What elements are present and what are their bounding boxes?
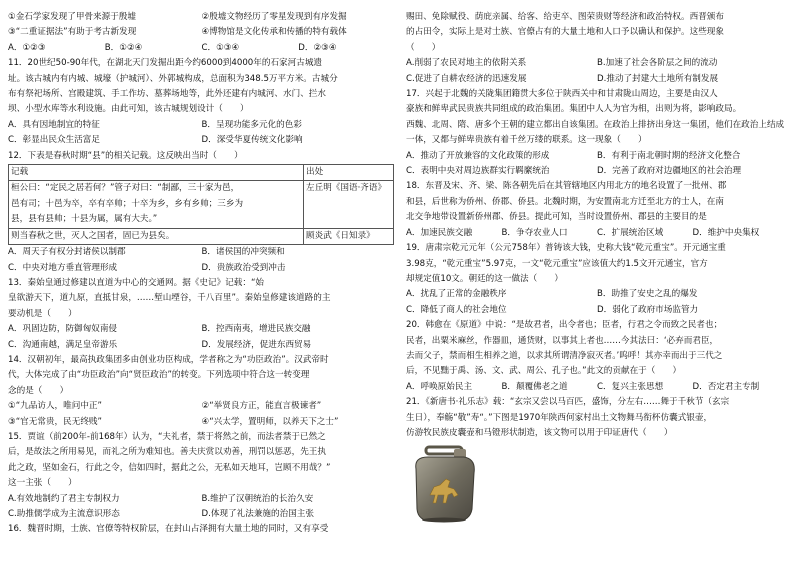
q16-text: 赐田、免除赋役、荫庇亲属、给客、给吏卒、图荣贵财等经济和政治特权。西晋颁布 (406, 12, 724, 22)
q18-text: 和县，后世称为侨州、侨郡、侨县。北魏时期，为安置南北方迁至北方的士人，在南 (406, 196, 724, 207)
flask-base (422, 518, 466, 523)
option: C．彰显出民众生活富足 (8, 135, 100, 146)
option: C．中央对地方垂直管理形成 (8, 262, 118, 273)
q11-text: 布有祭祀场所、宫殿建筑、手工作坊、墓葬场地等，此外还建有内城河、水门、拦水 (8, 89, 326, 100)
option: D．完善了政府对边疆地区的社会治理 (597, 166, 742, 177)
q11-text: 11．20世纪50-90年代，在湖北天门发掘出距今约6000到4000年的石家河古城遗 (8, 58, 323, 69)
table-cell (9, 181, 304, 228)
q12-text: 12．下表是春秋时期“县”的相关记载。这反映出当时（ ） (8, 150, 243, 161)
left-column (8, 10, 395, 538)
q12-options-row-2 (8, 261, 395, 276)
option: A．呼唤原始民主 (406, 381, 473, 392)
q14-options-row-2 (8, 415, 395, 430)
q11-options-row-1 (8, 118, 395, 133)
q15-text: 15．贾谊（前200年-前168年）认为，“夫礼者，禁于将然之前，而法者禁于已然之 (8, 431, 326, 442)
q19-options-row-1 (406, 287, 788, 302)
q16-text: （ ） (406, 42, 441, 53)
q15-options-row-1 (8, 492, 395, 507)
q20-text: 民者，出粟米麻丝，作器皿，通货财，以事其上者也……今其法曰：‘必弃而君臣， (406, 335, 719, 346)
option: B.加速了社会各阶层之间的流动 (597, 58, 718, 69)
option: B．诸侯国的冲突频和 (201, 247, 285, 258)
option: B．颠覆佛老之道 (501, 381, 568, 392)
option: D．深受华夏传统文化影响 (201, 135, 303, 146)
option: A．扰乱了正常的金融秩序 (406, 289, 507, 300)
q12-records-table (8, 164, 394, 245)
right-column (406, 10, 788, 517)
q11-text: 址。该古城内有内城、城壕（护城河）、外郭城构成，总面积为348.5万平方米。古城分 (8, 73, 338, 84)
option: A．①②③ (8, 42, 46, 53)
table-row (9, 228, 394, 244)
option: C．复兴主张思想 (597, 381, 664, 392)
q17-text: 豪族和鲜卑武民贵族共同组成的政治集团。集团中人人为官为相，出则为将，影响政局。 (406, 104, 742, 115)
q18-text: 北交争地带设置新侨州郡、侨县。提此可知，当时设置侨州、郡县的主要目的是 (406, 212, 707, 223)
option: A．巩固边防，防御匈奴南侵 (8, 324, 118, 335)
option: ②“举贤良方正，能直言极谏者” (201, 401, 322, 412)
option: B.维护了汉朝统治的长治久安 (201, 493, 314, 504)
table-header-cell: 记载 (9, 165, 304, 181)
q19-options-row-2 (406, 303, 788, 318)
q16-options-row-1 (406, 56, 788, 71)
record-line: 桓公曰：“定民之居若何？”管子对曰：“制鄙，三十家为邑， (11, 183, 240, 194)
q10-statement: ③“二重证据法”有助于考古新发现 (8, 27, 137, 38)
q14-text: 念的是（ ） (8, 385, 69, 396)
q17-options-row-1 (406, 149, 788, 164)
q19-text: 却规定值10文。朝廷的这一做法（ ） (406, 273, 564, 284)
q15-text: 后，是故法之所用易见，而礼之所为难知也。善夫庆赏以劝善，刑罚以惩恶，先王执 (8, 447, 326, 458)
silver-flask-image (406, 443, 482, 523)
q15-text: 这一主张（ ） (8, 478, 77, 489)
option: A．推动了开放兼容的文化政策的形成 (406, 150, 550, 161)
option: A.削弱了农民对地主的依附关系 (406, 58, 527, 69)
q14-text: 14．汉朝初年，最高执政集团多由创业功臣构成，学者称之为“功臣政治”。汉武帝时 (8, 354, 329, 365)
q13-text: 要动机是（ ） (8, 308, 77, 319)
q19-text: 3.98克，“乾元重宝”5.97克，一文“乾元重宝”应该值大约1.5文开元通宝，官方 (406, 258, 708, 269)
option: C．沟通南越，满足皇帝游乐 (8, 339, 118, 350)
q10-statements-row-1 (8, 10, 395, 25)
q13-options-row-1 (8, 322, 395, 337)
option: B．呈现功能多元化的色彩 (201, 119, 302, 130)
option: C．降低了商人的社会地位 (406, 304, 507, 315)
record-line: 则当春秋之世，灭人之国者，固已为县矣。 (11, 230, 175, 241)
q10-statement: ②殷墟文物经历了零星发现到有序发掘 (201, 12, 347, 22)
q11-options-row-2 (8, 133, 395, 148)
q10-statement: ①金石学家发现了甲骨来源于殷墟 (8, 12, 137, 22)
option: ④“兴太学，置明师，以养天下之士” (201, 416, 339, 427)
option: B．有利于南北朝时期的经济文化整合 (597, 150, 741, 161)
q10-options (8, 41, 395, 56)
record-line: 县，县有县帅；十县为属，属有大夫。” (11, 214, 158, 225)
q20-options (406, 380, 788, 395)
option: D．维护中央集权 (692, 227, 760, 238)
q19-text: 19．唐肃宗乾元元年（公元758年）普铸该大钱，史称大钱“乾元重宝”。开元通宝重 (406, 243, 726, 254)
q17-text: 一体，又都与鲜卑贵族有着千丝万缕的联系。这一现象（ ） (406, 135, 647, 146)
option: D.体现了礼法兼施的治国主张 (201, 509, 314, 519)
option: D.推动了封建大土地所有制发展 (597, 73, 719, 84)
q21-figure (406, 441, 788, 517)
option: D．弱化了政府市场监管力 (597, 304, 699, 315)
option: B．助推了安史之乱的爆发 (597, 289, 698, 300)
q17-text: 17．兴起于北魏的关陇集团籍贯大多位于陕西关中和甘肃陇山周边，主要是由汉人 (406, 89, 718, 100)
q21-text: 21．《新唐书·礼乐志》载：“玄宗又尝以马百匹，盛饰，分左右……舞于千秋节（玄宗 (406, 397, 730, 408)
option: A．加速民族交融 (406, 227, 473, 238)
option: ③“官无常贵，民无终贱” (8, 416, 102, 427)
q14-options-row-1 (8, 399, 395, 414)
q13-options-row-2 (8, 338, 395, 353)
q13-text: 13．秦始皇通过修建以直道为中心的交通网。据《史记》记载：“始 (8, 277, 265, 288)
option: D．否定君主专制 (692, 381, 760, 392)
q18-options (406, 226, 788, 241)
q10-statement: ④博物馆是文化传承和传播的特有载体 (201, 27, 347, 38)
q17-options-row-2 (406, 164, 788, 179)
option: C．①③④ (201, 42, 240, 53)
q21-text: 生日），奉觞“敬”寿“。”下图是1970年陕西何家村出土文物舞马衔杯仿囊式银壶， (406, 412, 713, 423)
option: B．争夺农业人口 (501, 227, 568, 238)
table-row (9, 181, 394, 228)
option: D．贵族政治受到冲击 (201, 262, 286, 273)
option: A．具有因地制宜的特征 (8, 119, 100, 130)
option: ①“九品访人，唯问中正” (8, 401, 102, 412)
q14-text: 代，大体完成了由“功臣政治”向“贤臣政治”的转变。下列选项中符合这一转变理 (8, 370, 310, 381)
table-header-cell: 出处 (304, 165, 394, 181)
q12-options-row-1 (8, 245, 395, 260)
record-line: 邑有司；十邑为卒，卒有卒帅；十卒为乡，乡有乡帅；三乡为 (11, 198, 244, 209)
q21-text: 仿游牧民族皮囊壶和马镫形状制造，该文物可以用于印证唐代（ ） (406, 427, 673, 438)
table-cell-source: 左丘明《国语·齐语》 (304, 181, 394, 228)
q20-text: 20．韩愈在《原道》中说：“是故君者，出令者也；臣者，行君之令而致之民者也； (406, 320, 723, 331)
q10-statements-row-2 (8, 25, 395, 40)
option: C．扩展统治区域 (597, 227, 664, 238)
q18-text: 18．东晋及宋、齐、梁、陈各朝先后在其管辖地区内用北方的地名设置了一批州、郡 (406, 181, 727, 192)
q13-text: 皇欲游天下，道九原，直抵甘泉，……堑山堙谷，千八百里”。秦始皇修建该道路的主 (8, 293, 331, 304)
option: D．②③④ (298, 42, 337, 53)
q15-text: 此之政，坚如金石，行此之令，信如四时，据此之公，无私如天地耳，岂顾不用哉？” (8, 462, 331, 473)
table-cell-source: 顾炎武《日知录》 (304, 228, 394, 244)
table-cell (9, 228, 304, 244)
option: C．表明中央对周边族群实行羁縻统治 (406, 166, 550, 177)
q17-text: 西魏、北周、隋、唐多个王朝的建立都出自该集团。在政治上排挤出身这一集团，他们在政治上结成 (406, 119, 785, 130)
option: B．①②④ (104, 42, 143, 53)
option: C.促进了自耕农经济的迅速发展 (406, 73, 527, 84)
q16-text: 的占田令，实际上是对士族、官僚占有的大量土地和人口予以确认和保护。这些现象 (406, 27, 724, 38)
q20-text: 去而父子，禁而相生相养之道，以求其所谓清净寂灭者。’呜呼！其亦幸而出于三代之 (406, 350, 723, 361)
q16-options-row-2 (406, 72, 788, 87)
option: C.助推儒学成为主流意识形态 (8, 509, 120, 519)
q16-text: 16．魏晋时期，士族、官僚等特权阶层，在封山占泽拥有大量土地的同时，又有享受 (8, 524, 329, 535)
q15-options-row-2 (8, 507, 395, 522)
table-header-row (9, 165, 394, 181)
option: A.有效地制约了君主专制权力 (8, 493, 120, 504)
option: B．控西南夷，增进民族交融 (201, 324, 311, 335)
q11-text: 坝、小型水库等水利设施。由此可知，该古城规划设计（ ） (8, 104, 249, 115)
option: D．发展经济，促进东西贸易 (201, 339, 312, 350)
q20-text: 后，不见黜于禹、汤、文、武、周公、孔子也。”此文的贡献在于（ ） (406, 366, 682, 377)
option: A．周天子有权分封诸侯以制郡 (8, 247, 126, 258)
